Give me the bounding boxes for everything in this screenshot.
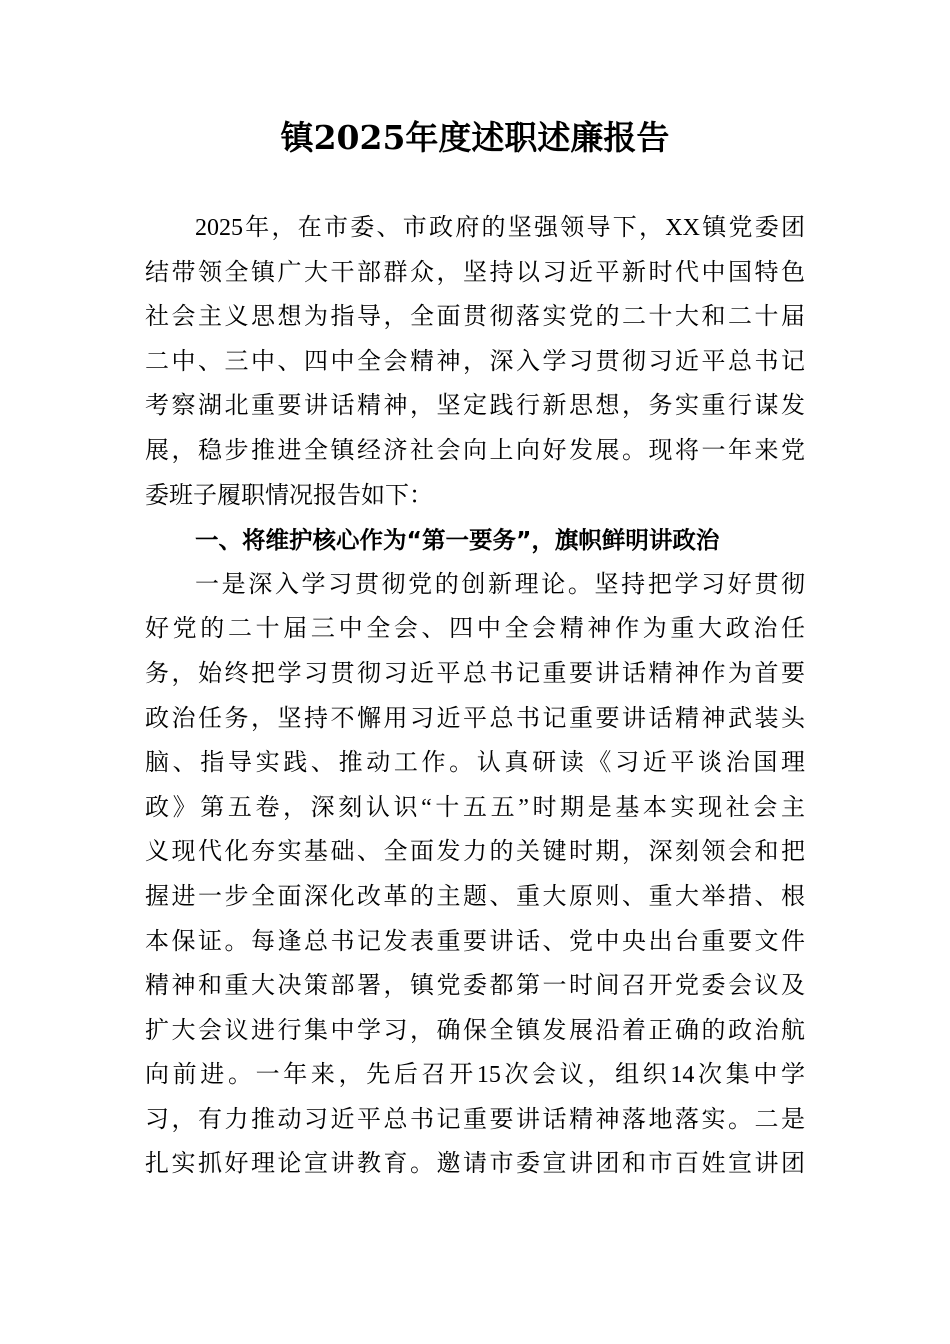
text-line: 政治任务，坚持不懈用习近平总书记重要讲话精神武装头	[145, 705, 805, 732]
text-line: 结带领全镇广大干部群众，坚持以习近平新时代中国特色	[145, 259, 805, 286]
text-line: 扎实抓好理论宣讲教育。邀请市委宣讲团和市百姓宣讲团	[145, 1151, 805, 1178]
text-line: 好党的二十届三中全会、四中全会精神作为重大政治任	[145, 616, 805, 643]
text-line: 习，有力推动习近平总书记重要讲话精神落地落实。二是	[145, 1106, 805, 1133]
intro-paragraph	[145, 206, 805, 518]
section-heading: 一、将维护核心作为“第一要务”，旗帜鲜明讲政治	[195, 526, 720, 555]
text-line: 委班子履职情况报告如下：	[145, 482, 433, 509]
text-line: 握进一步全面深化改革的主题、重大原则、重大举措、根	[145, 883, 805, 910]
section-paragraph	[145, 563, 805, 1187]
text-line: 2025年，在市委、市政府的坚强领导下，XX镇党委团	[195, 215, 805, 241]
document-title: 镇2025年度述职述廉报告	[280, 118, 670, 157]
text-line: 政》第五卷，深刻认识“十五五”时期是基本实现社会主	[145, 794, 805, 821]
text-line: 扩大会议进行集中学习，确保全镇发展沿着正确的政治航	[145, 1017, 805, 1044]
text-line: 展，稳步推进全镇经济社会向上向好发展。现将一年来党	[145, 437, 805, 464]
text-line: 社会主义思想为指导，全面贯彻落实党的二十大和二十届	[145, 304, 805, 331]
text-line: 向前进。一年来，先后召开15次会议，组织14次集中学	[145, 1062, 805, 1089]
text-line: 精神和重大决策部署，镇党委都第一时间召开党委会议及	[145, 973, 805, 1000]
text-line: 一是深入学习贯彻党的创新理论。坚持把学习好贯彻	[195, 571, 805, 598]
document-body	[145, 206, 805, 1187]
text-line: 本保证。每逢总书记发表重要讲话、党中央出台重要文件	[145, 928, 805, 955]
text-line: 义现代化夯实基础、全面发力的关键时期，深刻领会和把	[145, 839, 805, 866]
text-line: 务，始终把学习贯彻习近平总书记重要讲话精神作为首要	[145, 660, 805, 687]
text-line: 二中、三中、四中全会精神，深入学习贯彻习近平总书记	[145, 348, 805, 375]
text-line: 脑、指导实践、推动工作。认真研读《习近平谈治国理	[145, 750, 805, 777]
text-line: 考察湖北重要讲话精神，坚定践行新思想，务实重行谋发	[145, 393, 805, 420]
